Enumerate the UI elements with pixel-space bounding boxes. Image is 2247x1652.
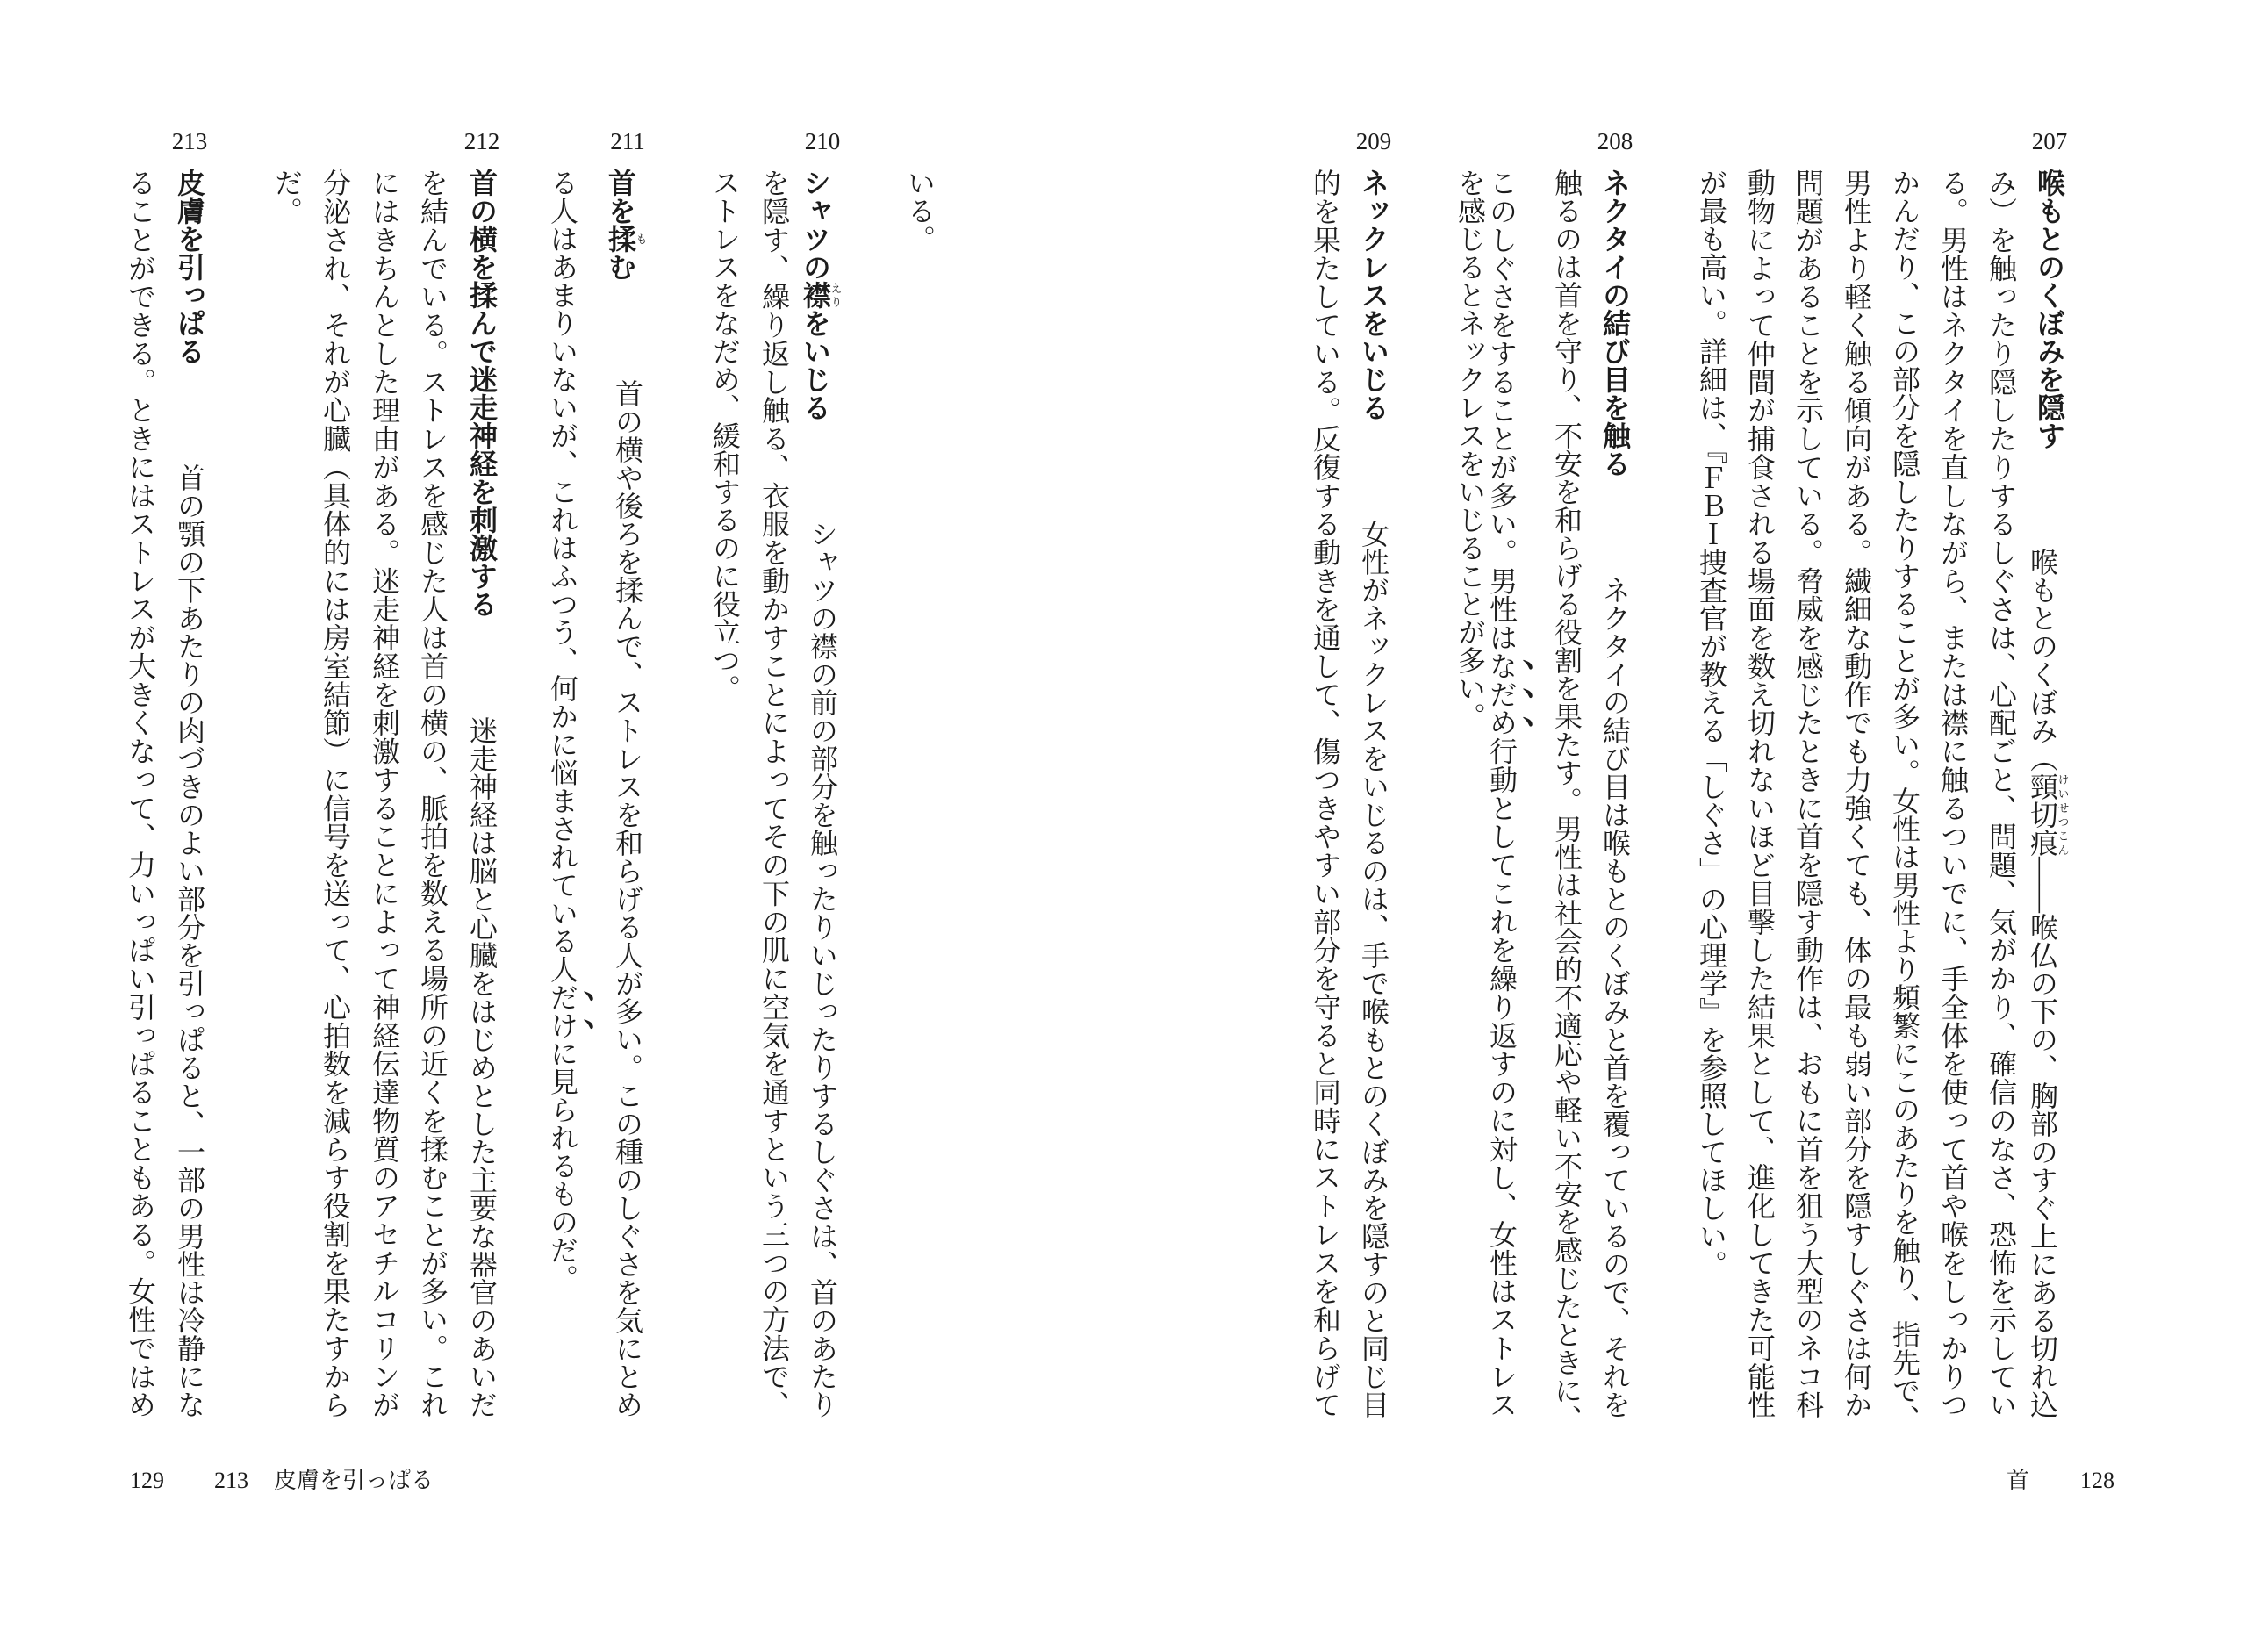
ruby-base: 揉	[604, 225, 637, 253]
entry-number: 208	[1597, 128, 1633, 154]
entry-heading: ネクタイの結び目を触る	[1598, 169, 1632, 478]
text-line	[1486, 169, 1538, 1419]
page-number: 129	[130, 1468, 164, 1493]
ruby-reading: えり	[829, 281, 843, 309]
entry-heading	[799, 169, 843, 421]
text-line: 男性より軽く触る傾向がある。繊細な動作でも力強くても、体の最も弱い部分を隠すしぐさは何か	[1841, 169, 1872, 1419]
text-line: ることができる。ときにはストレスが大きくなって、力いっぱい引っぱることもある。女性ではめ	[125, 169, 156, 1419]
entry-heading-line	[1596, 169, 1634, 1419]
text-line: いる。	[904, 169, 936, 253]
text-segment: 喉もとのくぼみ（	[2027, 548, 2058, 772]
ruby-base: 襟	[799, 281, 832, 309]
text-segment: む	[604, 253, 637, 281]
entry-heading-line	[170, 169, 209, 1419]
text-line: み）を触ったり隠したりするしぐさは、心配ごと、問題、気がかり、確信のなさ、恐怖を示してい	[1985, 169, 2017, 1419]
entry-number: 210	[804, 128, 841, 154]
entry-number: 212	[463, 128, 500, 154]
entry-heading-line	[1354, 169, 1393, 1419]
text-segment: る人はあまりいないが、これはふつう、何かに悩まされている人	[547, 169, 578, 983]
entry-heading: 喉もとのくぼみを隠す	[2033, 169, 2066, 449]
entry-heading-line	[604, 169, 648, 1419]
ruby-annotation	[604, 225, 648, 253]
text-segment: をいじる	[799, 309, 832, 421]
entry-number: 209	[1355, 128, 1392, 154]
text-line: が最も高い。詳細は、『ＦＢＩ捜査官が教える「しぐさ」の心理学』を参照してほしい。	[1696, 169, 1727, 1278]
ruby-reading: けいせつこん	[2056, 772, 2070, 857]
entry-body-start: ネクタイの結び目は喉もとのくぼみと首を覆っているので、それを	[1599, 576, 1631, 1419]
text-segment: ――喉仏の下の、胸部のすぐ上にある切れ込	[2027, 857, 2058, 1419]
running-head: 首	[2007, 1468, 2030, 1493]
text-line: ストレスをなだめ、緩和するのに役立つ。	[709, 169, 741, 702]
text-line: だ。	[271, 169, 303, 225]
entry-heading: ネックレスをいじる	[1357, 169, 1390, 421]
entry-number: 213	[171, 128, 208, 154]
ruby-base: 頸切痕	[2027, 772, 2058, 857]
ruby-annotation	[799, 281, 843, 309]
entry-body-start: 迷走神経は脳と心臓をはじめとした主要な器官のあいだ	[466, 716, 498, 1419]
text-line: 問題があることを示している。脅威を感じたときに首を隠す動作は、おもに首を狙う大型のネコ科	[1792, 169, 1824, 1419]
text-line: 分泌され、それが心臓（具体的には房室結節）に信号を送って、心拍数を減らす役割を果たすから	[319, 169, 351, 1419]
entry-heading: 首の横を揉んで迷走神経を刺激する	[465, 169, 499, 618]
running-head-entry-number: 213	[214, 1468, 248, 1493]
entry-number: 207	[2031, 128, 2068, 154]
text-line	[547, 169, 599, 1419]
text-segment: このしぐさをすることが多い。男性は	[1486, 169, 1518, 652]
text-line: 動物によって仲間が捕食される場面を数え切れないほど目撃した結果として、進化してきた可能性	[1744, 169, 1776, 1419]
text-line: 的を果たしている。反復する動きを通して、傷つきやすい部分を守ると同時にストレスを和らげて	[1310, 169, 1341, 1419]
entry-heading-line	[799, 169, 843, 1419]
text-segment: 首を	[604, 169, 637, 225]
running-head-title: 皮膚を引っぱる	[274, 1468, 434, 1493]
entry-body-start: 首の顎の下あたりの肉づきのよい部分を引っぱると、一部の男性は冷静にな	[174, 463, 205, 1419]
entry-body-start: 女性がネックレスをいじるのは、手で喉もとのくぼみを隠すのと同じ目	[1358, 520, 1389, 1419]
entry-heading-line	[2027, 169, 2070, 1419]
entry-heading	[604, 169, 648, 281]
entry-number: 211	[610, 128, 645, 154]
text-line: を結んでいる。ストレスを感じた人は首の横の、脈拍を数える場所の近くを揉むことが多い。これ	[417, 169, 449, 1419]
text-line: を感じるとネックレスをいじることが多い。	[1454, 169, 1486, 730]
text-segment: 行動としてこれを繰り返すのに対し、女性はストレス	[1486, 736, 1518, 1419]
emphasis-dots: だけ	[547, 983, 578, 1039]
text-line: 触るのは首を守り、不安を和らげる役割を果たす。男性は社会的不適応や軽い不安を感じたときに、	[1551, 169, 1583, 1433]
entry-body-start	[2027, 548, 2070, 1419]
text-segment: に見られるものだ。	[547, 1039, 578, 1292]
text-line: かんだり、この部分を隠したりすることが多い。女性は男性より頻繁にこのあたりを触り、指先で、	[1889, 169, 1920, 1433]
text-line: る。男性はネクタイを直しながら、または襟に触るついでに、手全体を使って首や喉をしっかりつ	[1937, 169, 1969, 1419]
text-segment: シャツの	[799, 169, 832, 281]
entry-body-start: 首の横や後ろを揉んで、ストレスを和らげる人が多い。この種のしぐさを気にとめ	[612, 379, 643, 1419]
text-line: にはきちんとした理由がある。迷走神経を刺激することによって神経伝達物質のアセチルコリンが	[369, 169, 400, 1419]
ruby-annotation	[2027, 772, 2070, 857]
entry-heading: 皮膚を引っぱる	[173, 169, 206, 365]
text-line: を隠す、繰り返し触る、衣服を動かすことによってその下の肌に空気を通すという三つの方法で、	[758, 169, 790, 1419]
page-number: 128	[2080, 1468, 2114, 1493]
entry-body-start: シャツの襟の前の部分を触ったりいじったりするしぐさは、首のあたり	[807, 520, 838, 1419]
entry-heading-line	[463, 169, 501, 1419]
ruby-reading: も	[634, 225, 648, 253]
emphasis-dots: なだめ	[1486, 651, 1518, 737]
